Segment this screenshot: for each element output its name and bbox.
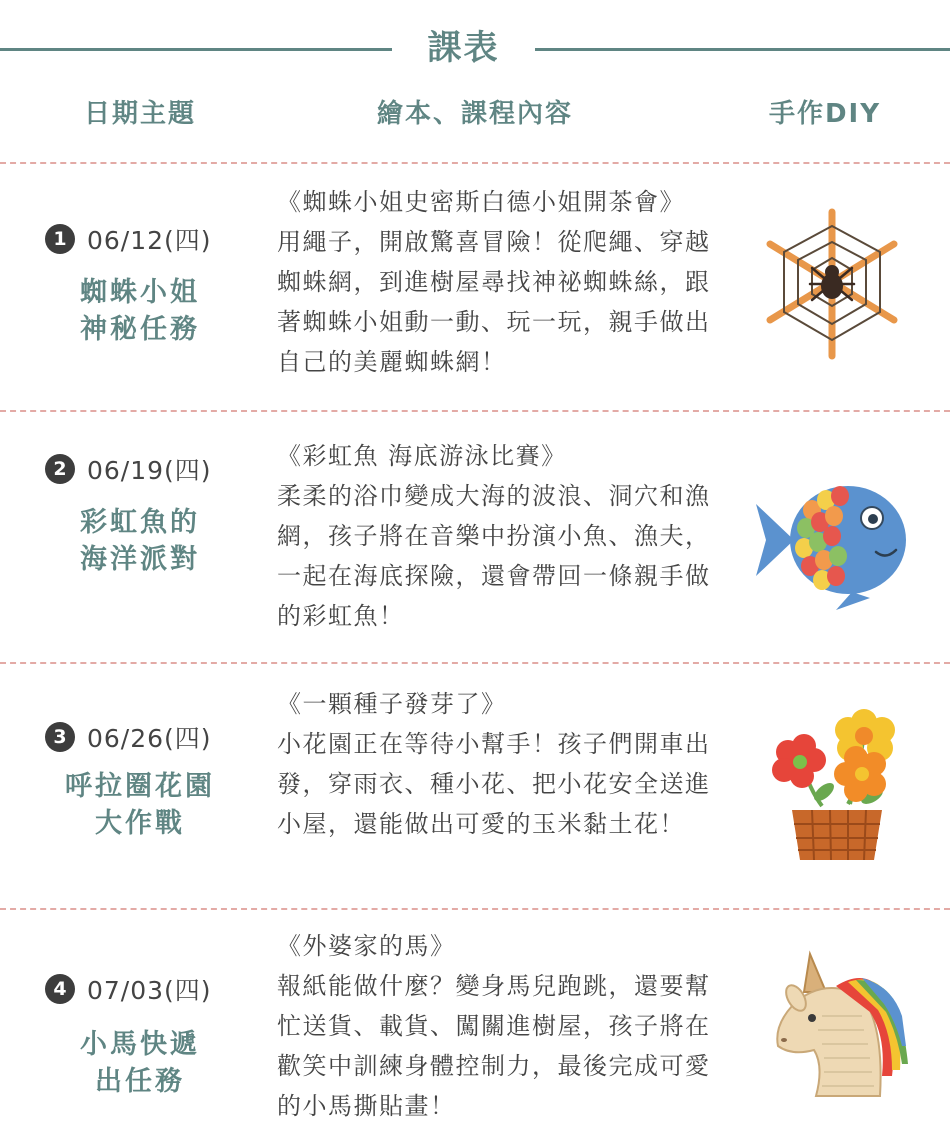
column-header-date-theme: 日期主題 — [83, 99, 196, 129]
unicorn-icon — [752, 946, 912, 1106]
session-description: 柔柔的浴巾變成大海的波浪、洞穴和漁網，孩子將在音樂中扮演小魚、漁夫，一起在海底探險，還會帶回一條親手做的彩虹魚！ — [277, 482, 711, 630]
session-date-text: 06/19(四) — [87, 456, 212, 485]
schedule-title-bar — [0, 24, 950, 74]
session-content — [277, 182, 717, 382]
session-book-title: 《一顆種子發芽了》 — [277, 690, 507, 718]
title-line-left — [0, 48, 392, 51]
session-theme: 呼拉圈花園 大作戰 — [65, 771, 215, 839]
flower-basket-icon — [752, 700, 912, 860]
session-date — [45, 720, 265, 754]
session-book-title: 《蜘蛛小姐史密斯白德小姐開茶會》 — [277, 188, 685, 216]
column-header-diy: 手作DIY — [768, 99, 882, 129]
session-date-text: 06/12(四) — [87, 226, 212, 255]
rainbow-fish-icon — [752, 460, 912, 620]
session-theme: 小馬快遞 出任務 — [80, 1029, 200, 1097]
session-row-3 — [0, 664, 950, 908]
session-date — [45, 972, 265, 1006]
session-description: 小花園正在等待小幫手！孩子們開車出發，穿雨衣、種小花、把小花安全送進小屋，還能做出可愛的玉米黏土花！ — [277, 730, 711, 838]
session-date — [45, 222, 265, 256]
session-description: 報紙能做什麼？變身馬兒跑跳，還要幫忙送貨、載貨、闖關進樹屋，孩子將在歡笑中訓練身體控制力，最後完成可愛的小馬撕貼畫！ — [277, 972, 711, 1120]
session-row-4 — [0, 910, 950, 1143]
session-row-2 — [0, 412, 950, 662]
session-number-badge: 4 — [45, 974, 75, 1004]
session-number-badge: 1 — [45, 224, 75, 254]
session-number-badge: 2 — [45, 454, 75, 484]
session-theme: 彩虹魚的 海洋派對 — [80, 507, 200, 575]
session-content — [277, 436, 717, 636]
session-date — [45, 452, 265, 486]
session-number-badge: 3 — [45, 722, 75, 752]
session-theme: 蜘蛛小姐 神秘任務 — [80, 277, 200, 345]
session-book-title: 《彩虹魚 海底游泳比賽》 — [277, 442, 567, 470]
title-line-right — [535, 48, 950, 51]
spider-web-icon — [752, 204, 912, 364]
session-date-text: 07/03(四) — [87, 976, 212, 1005]
session-book-title: 《外婆家的馬》 — [277, 932, 456, 960]
page-title: 課表 — [427, 28, 500, 68]
session-date-text: 06/26(四) — [87, 724, 212, 753]
session-description: 用繩子，開啟驚喜冒險！從爬繩、穿越蜘蛛網，到進樹屋尋找神祕蜘蛛絲，跟著蜘蛛小姐動一動、玩一玩，親手做出自己的美麗蜘蛛網！ — [277, 228, 711, 376]
session-content — [277, 926, 717, 1126]
column-header-content: 繪本、課程內容 — [376, 99, 573, 129]
session-row-1 — [0, 164, 950, 410]
session-content — [277, 684, 717, 844]
